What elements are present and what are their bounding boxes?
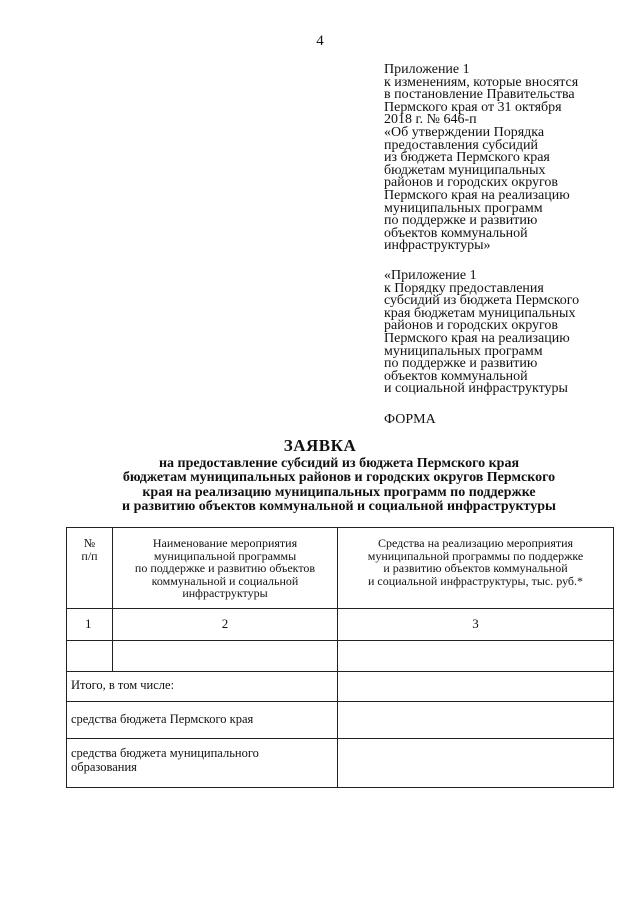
appendix-header-line: «Об утверждении Порядка (384, 124, 545, 140)
appendix-order-line: субсидий из бюджета Пермского (384, 293, 580, 309)
header-activity-line: Наименование мероприятия (152, 536, 298, 550)
regional-budget-label-cell: средства бюджета Пермского края (67, 702, 338, 739)
header-activity-line: по поддержке и развитию объектов (134, 561, 316, 576)
appendix-header-line: районов и городских округов (384, 175, 559, 191)
municipal-budget-label-cell (67, 739, 338, 788)
subtitle-line: на предоставление субсидий из бюджета Пермского края (158, 456, 520, 471)
document-subtitle (0, 457, 640, 514)
appendix-header-line: из бюджета Пермского края (384, 150, 550, 166)
appendix-order-line: по поддержке и развитию (384, 356, 538, 372)
subtitle-line: бюджетам муниципальных районов и городских округов Пермского (122, 470, 556, 486)
appendix-header-line: инфраструктуры» (384, 238, 491, 254)
appendix-header-line: Пермского края на реализацию (384, 187, 570, 203)
appendix-order-line: края бюджетам муниципальных (384, 305, 576, 321)
appendix-header-line: к изменениям, которые вносятся (384, 74, 579, 90)
appendix-order-line: «Приложение 1 (384, 268, 477, 283)
table-row (67, 641, 614, 672)
header-funds-line: и социальной инфраструктуры, тыс. руб.* (367, 573, 584, 588)
table-row (67, 739, 614, 788)
appendix-header-line: объектов коммунальной (384, 225, 528, 241)
header-activity-line: инфраструктуры (182, 586, 268, 601)
subtitle-line: края на реализацию муниципальных программ по поддержке (142, 484, 536, 500)
table-row (67, 672, 614, 702)
regional-budget-value-cell[interactable] (338, 702, 614, 739)
column-number-cell: 3 (338, 609, 614, 641)
header-funds-cell (338, 528, 614, 609)
header-number-line: № (83, 536, 96, 550)
empty-cell[interactable] (338, 641, 614, 672)
header-funds-line: и развитию объектов коммунальной (383, 561, 568, 576)
appendix-to-order (384, 270, 624, 396)
header-number-line: п/п (81, 548, 98, 563)
page-number: 4 (316, 33, 324, 49)
appendix-header-line: Пермского края от 31 октября (384, 99, 562, 115)
empty-cell[interactable] (113, 641, 338, 672)
header-activity-name-cell (113, 528, 338, 609)
column-number-cell: 1 (67, 609, 113, 641)
subtitle-line: и развитию объектов коммунальной и социальной инфраструктуры (122, 498, 556, 514)
header-activity-line: коммунальной и социальной (151, 573, 299, 588)
header-funds-line: муниципальной программы по поддержке (367, 548, 584, 563)
header-number-cell (67, 528, 113, 609)
table-header-row (67, 528, 614, 609)
table-row (67, 702, 614, 739)
total-label-cell: Итого, в том числе: (67, 672, 338, 702)
appendix-order-line: объектов коммунальной (384, 368, 528, 384)
appendix-header (384, 64, 624, 253)
appendix-order-line: к Порядку предоставления (384, 280, 544, 296)
appendix-order-line: и социальной инфраструктуры (384, 381, 568, 397)
appendix-header-line: 2018 г. № 646-п (384, 112, 477, 128)
empty-cell[interactable] (67, 641, 113, 672)
appendix-header-line: бюджетам муниципальных (384, 162, 546, 178)
total-value-cell[interactable] (338, 672, 614, 702)
appendix-order-line: муниципальных программ (384, 343, 543, 359)
column-number-row (67, 609, 614, 641)
form-label: ФОРМА (384, 412, 436, 427)
appendix-order-line: районов и городских округов (384, 318, 559, 334)
appendix-header-line: по поддержке и развитию (384, 213, 538, 229)
document-title: ЗАЯВКА (283, 436, 357, 455)
appendix-header-line: в постановление Правительства (384, 87, 575, 103)
appendix-header-line: Приложение 1 (384, 62, 470, 77)
appendix-order-line: Пермского края на реализацию (384, 330, 570, 346)
municipal-budget-value-cell[interactable] (338, 739, 614, 788)
appendix-header-line: предоставления субсидий (384, 137, 539, 153)
header-activity-line: муниципальной программы (153, 548, 297, 563)
header-funds-line: Средства на реализацию мероприятия (377, 536, 574, 550)
municipal-budget-line: средства бюджета муниципального (71, 746, 259, 760)
application-table (66, 527, 614, 788)
column-number-cell: 2 (113, 609, 338, 641)
appendix-header-line: муниципальных программ (384, 200, 543, 216)
municipal-budget-line: образования (71, 760, 137, 774)
